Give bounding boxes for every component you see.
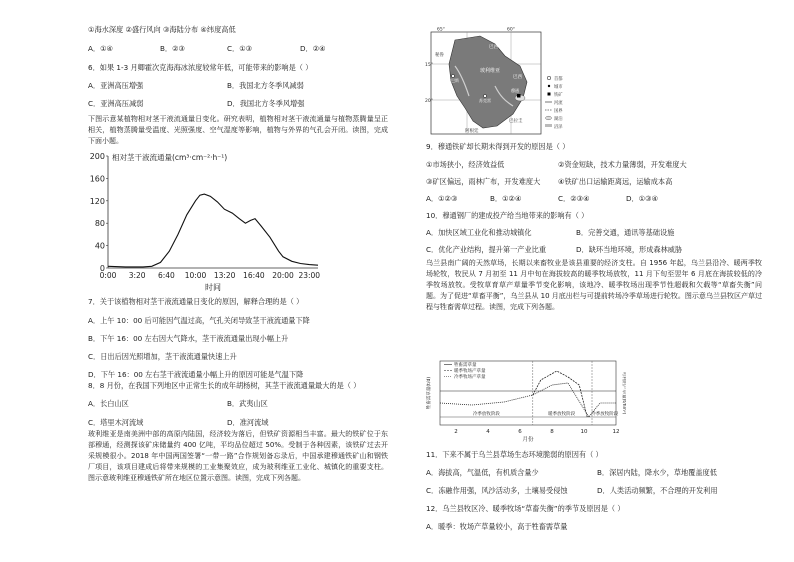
- passage-3: 乌兰县南广阔的天然草场，长期以来畜牧业是该县重要的经济支柱。自 1956 年起，乌兰县沿冷、暖两季牧场轮牧，牧民从 7 月初至 11 月中旬在海拔较高的暖季牧场放牧，11 月下旬至翌年 6 月底在海拔较低的冷季牧场放牧。受牧草育草产草量季节变化影响，该地冷、暖季牧场出现季节性超载和欠载等“草畜失衡”问题。为了促进“草畜平衡”，乌兰县从 10 月底出栏与可提前转场冷季草场进行轮牧。图示意乌兰县牧区产草过程与牲畜需草过程。读图，完成下列各题。: [426, 259, 762, 311]
- map-lon-label-2: 60°: [507, 27, 515, 33]
- q7-choice-b[interactable]: B．下午 16：00 左右因大气降水，茎干液流通量出现小幅上升: [88, 334, 289, 343]
- x-tick-label: 16:40: [243, 271, 265, 280]
- map-label-brazil-1: 巴西: [489, 45, 498, 50]
- q11-stem: 11．下来不属于乌兰县草场生态环境脆弱的原因有（ ）: [426, 450, 603, 459]
- x-tick-label: 6: [518, 429, 522, 435]
- map-lat-label-1: 15°: [425, 63, 433, 68]
- q6-choice-a[interactable]: A．亚洲高压增强: [88, 81, 144, 90]
- q6-choice-c[interactable]: C．亚洲高压减弱: [88, 99, 144, 108]
- q6-choice-d[interactable]: D．我国北方冬季风增强: [227, 99, 305, 108]
- stage-label: 冷季放牧阶段: [591, 412, 619, 417]
- passage-1: 下图示意某植物相对茎干液流通量日变化。研究表明，植物相对茎干液流通量与植物蒸腾量呈正相关，植物蒸腾量受温度、光照强度、空气湿度等影响，植物与外界的气孔会开闭。读图，完成下面小题。: [88, 115, 388, 145]
- y-tick-label: 0: [99, 264, 105, 273]
- q8-choice-b[interactable]: B．武夷山区: [227, 399, 268, 408]
- q8-choice-d[interactable]: D．准河流域: [227, 418, 269, 427]
- x-tick-label: 0:00: [99, 271, 117, 280]
- q11-choice-c[interactable]: C．冻融作用强，风沙活动多，土壤易受侵蚀: [426, 486, 568, 495]
- y-tick-label: 40: [94, 241, 105, 251]
- legend-river: 河流: [554, 101, 563, 106]
- legend-swamp: 沼泽: [554, 125, 563, 130]
- q9-option-1: ①市场狭小，经济效益低: [426, 160, 505, 169]
- q9-choice-d[interactable]: D．①③④: [626, 194, 659, 203]
- x-tick-label: 2: [454, 429, 458, 435]
- q9-choice-c[interactable]: C．②③④: [558, 194, 590, 203]
- y-tick-label: 200: [89, 152, 105, 161]
- q7-stem: 7．关于该植物相对茎干液流通量日变化的原因，解释合理的是（ ）: [88, 297, 304, 306]
- map-label-mutun: 穆通: [511, 88, 519, 93]
- right-axis-title: 可利用产草量(t/hm²): [621, 371, 626, 415]
- legend-city: 城市: [554, 85, 563, 90]
- passage-2: 玻利维亚是南美洲中部的高原内陆国，经济较为落后，但铁矿资源相当丰富。最大的铁矿位于东部穆通，经测探该矿床储量约 400 亿吨，平均品位超过 50%。受制于各种因素，该铁矿过去开采规模很小。2018 年中国两国签署“一带一路”合作规划备忘录后，中国承建穆通铁矿山和钢铁厂项目，该项目建成后将带来规模的工业集聚效应，成为玻利维亚工业化、城镇化的重要支柱。图示意玻利维亚穆通铁矿所在地区位置示意图。读图，完成下列各题。: [88, 430, 388, 482]
- legend-label: 牲畜需草量: [454, 363, 477, 368]
- map-label-peru: 秘鲁: [435, 53, 444, 58]
- y-tick-label: 120: [89, 196, 105, 206]
- q5-choice-c[interactable]: C．①③: [227, 44, 253, 53]
- q5-options-line: ①海水深度 ②盛行风向 ③海陆分布 ④纬度高低: [88, 25, 236, 34]
- grassland-chart: [426, 355, 626, 443]
- q7-choice-d[interactable]: D．下午 16：00 左右茎干液流通量小幅上升的原因可能是气温下降: [88, 370, 304, 379]
- left-axis-title: 牲畜需草量(t/d): [427, 376, 432, 410]
- q5-choice-d[interactable]: D．②④: [300, 44, 326, 53]
- q10-choice-a[interactable]: A．加快区域工业化和推动城镇化: [426, 228, 532, 237]
- q5-choice-a[interactable]: A．①④: [88, 44, 113, 53]
- q9-stem: 9．穆通铁矿却长期未得到开发的原因是（ ）: [426, 142, 570, 151]
- x-tick-label: 10:00: [184, 271, 207, 280]
- map-label-argentina: 阿根廷: [465, 129, 479, 134]
- x-tick-label: 13:20: [213, 271, 236, 280]
- x-axis-title: 时间: [205, 283, 221, 292]
- x-tick-label: 12: [612, 429, 620, 435]
- legend-lake: 湖泊: [554, 117, 563, 122]
- q7-choice-a[interactable]: A．上午 10：00 后可能因气温过高，气孔关闭导致茎干液流通量下降: [88, 316, 310, 325]
- series-line: [108, 194, 318, 267]
- map-lon-label-1: 65°: [437, 27, 445, 33]
- stage-label: 冷季放牧阶段: [472, 412, 500, 417]
- x-tick-label: 4: [486, 429, 490, 435]
- map-label-paraguay: 巴拉圭: [509, 119, 523, 124]
- q10-stem: 10．穆通钢厂的建成投产给当地带来的影响有（ ）: [426, 211, 589, 220]
- q9-choice-a[interactable]: A．①②③: [426, 194, 458, 203]
- legend-capital: 首都: [554, 77, 563, 82]
- q9-option-4: ④铁矿出口运输距离远，运输成本高: [558, 177, 673, 186]
- q8-choice-a[interactable]: A．长白山区: [88, 399, 129, 408]
- q6-stem: 6．如果 1-3 月卿霍次克海海冰浓度较常年低，可能带来的影响是（ ）: [88, 63, 313, 72]
- y-tick-label: 80: [94, 219, 105, 229]
- warm-season-curve: [533, 371, 587, 417]
- x-tick-label: 8: [550, 429, 554, 435]
- map-label-sucre: 苏克雷: [479, 98, 491, 103]
- q10-choice-b[interactable]: B．完善交通，通讯等基础设施: [576, 228, 675, 237]
- legend-border: 国界: [554, 109, 563, 114]
- map-label-bolivia: 玻利维亚: [480, 68, 501, 74]
- q9-option-2: ②资金短缺，技术力量薄弱，开发难度大: [558, 160, 687, 169]
- q8-choice-c[interactable]: C．塔里木河流域: [88, 418, 144, 427]
- q11-choice-b[interactable]: B．深居内陆，降水少，草地覆盖度低: [597, 468, 717, 477]
- q9-option-3: ③矿区偏远，雨林广布，开发难度大: [426, 177, 541, 186]
- q10-choice-c[interactable]: C．优化产业结构，提升第一产业比重: [426, 245, 547, 254]
- q10-choice-d[interactable]: D．缺环当地环境，形成森林威胁: [576, 245, 683, 254]
- q5-choice-b[interactable]: B．②③: [160, 44, 186, 53]
- y-tick-label: 160: [89, 174, 105, 184]
- q12-choice-a[interactable]: A．暖季：牧场产草量较小，高于牲畜需草量: [426, 522, 568, 531]
- x-tick-label: 3:20: [128, 271, 146, 280]
- map-label-brazil-2: 巴西: [513, 75, 522, 80]
- map-legend: [545, 75, 563, 130]
- chart-title: 相对茎干液流通量(cm³·cm⁻²·h⁻¹): [112, 153, 228, 162]
- map-lat-label-2: 20°: [425, 99, 433, 104]
- legend-label: 暖季牧场产草量: [454, 369, 486, 374]
- x-tick-label: 23:00: [298, 271, 321, 280]
- stage-label: 暖季放牧阶段: [548, 412, 576, 417]
- legend-label: 冷季牧场产草量: [454, 375, 486, 380]
- q7-choice-c[interactable]: C．日出后因光照增加，茎干液流通量快速上升: [88, 352, 237, 361]
- q8-stem: 8．8 月份，在我国下列地区中正常生长的成年胡杨树，其茎干液流通量最大的是（ ）: [88, 381, 361, 390]
- x-axis-title: 月份: [522, 437, 534, 443]
- q11-choice-d[interactable]: D．人类活动频繁，不合理的开发利用: [597, 486, 718, 495]
- q11-choice-a[interactable]: A．海拔高，气温低，有机质含量少: [426, 468, 539, 477]
- bolivia-map: [425, 26, 585, 138]
- x-tick-label: 6:40: [157, 271, 175, 280]
- q12-stem: 12．乌兰县牧区冷、暖季牧场“草畜失衡”的季节及原因是（ ）: [426, 504, 625, 513]
- q6-choice-b[interactable]: B．我国北方冬季风减弱: [227, 81, 304, 90]
- map-label-lapaz: 拉巴斯: [447, 78, 459, 83]
- cold-season-curve: [440, 383, 619, 417]
- x-tick-label: 10: [580, 429, 588, 435]
- q9-choice-b[interactable]: B．①②④: [490, 194, 522, 203]
- x-tick-label: 20:00: [272, 271, 294, 280]
- legend-iron-mine: 铁矿: [554, 93, 563, 98]
- stem-flow-chart: [86, 148, 326, 293]
